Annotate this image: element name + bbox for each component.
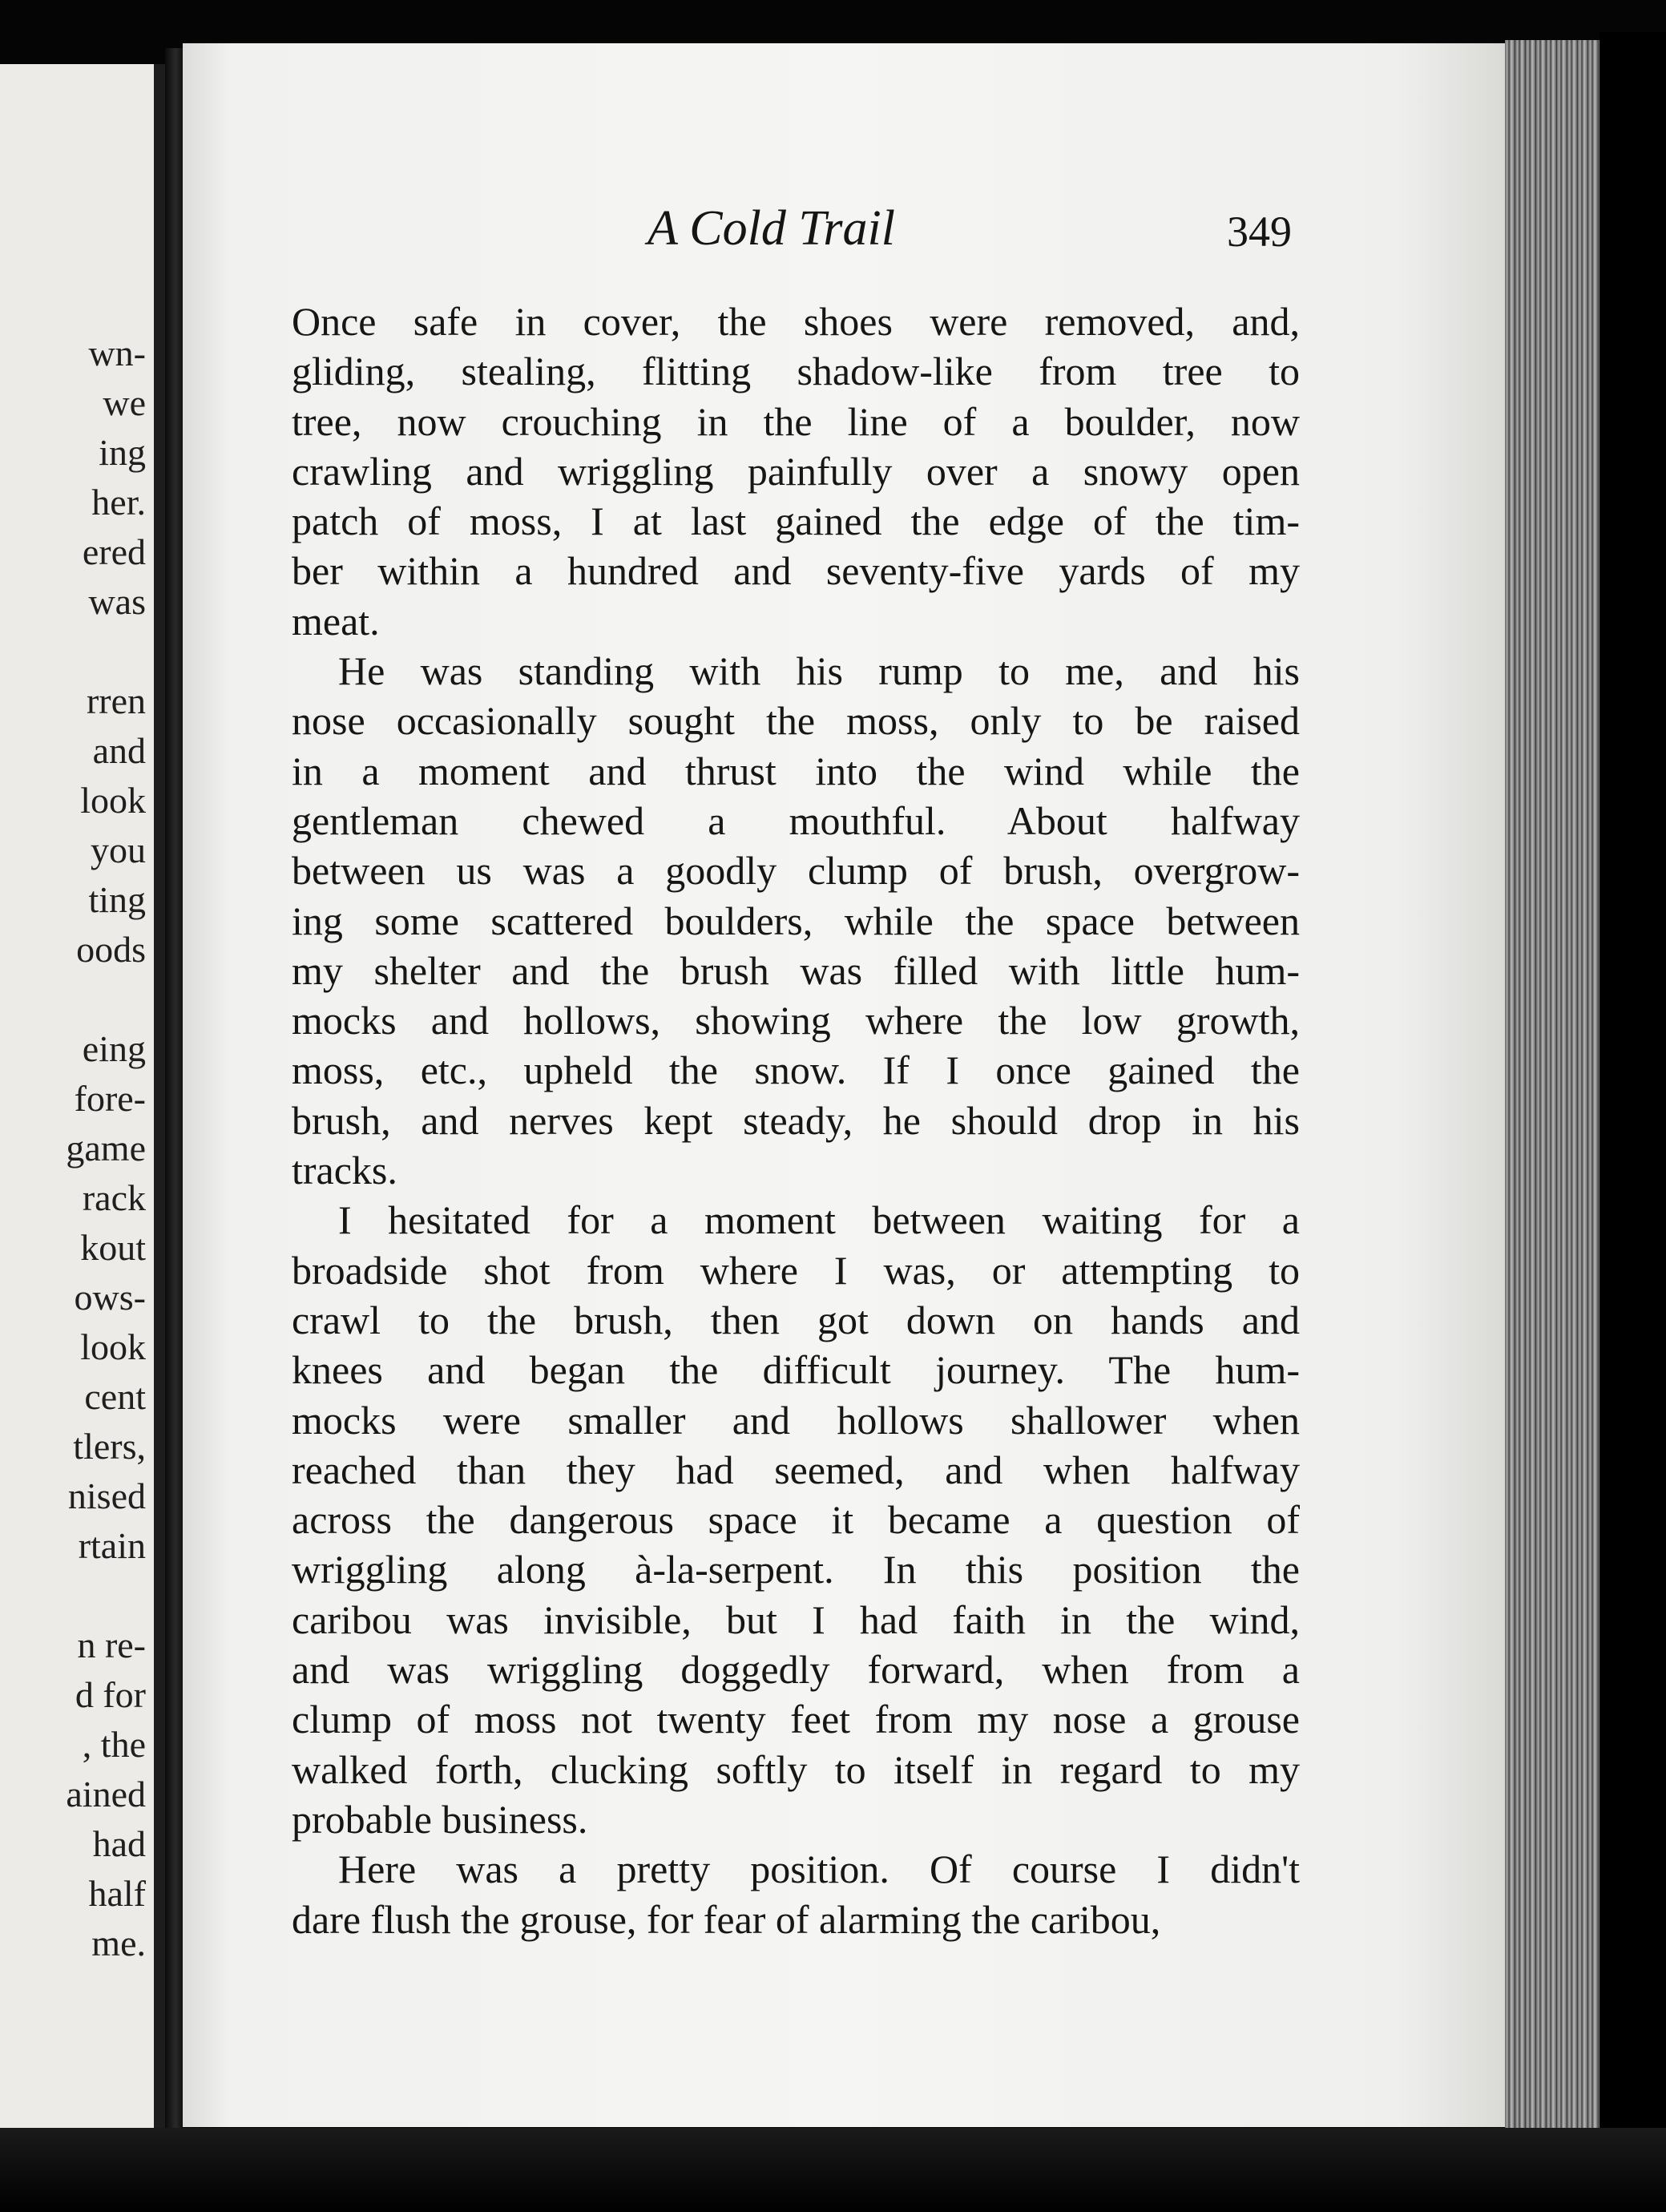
text-line: reached than they had seemed, and when halfway bbox=[292, 1447, 1300, 1492]
text-line: ber within a hundred and seventy-five yards of my bbox=[292, 548, 1300, 594]
text-line: in a moment and thrust into the wind while the bbox=[292, 748, 1300, 793]
left-page-line-fragment: me. bbox=[91, 1923, 146, 1964]
paragraph bbox=[292, 646, 1300, 1195]
text-line: across the dangerous space it became a question of bbox=[292, 1497, 1300, 1543]
text-line: nose occasionally sought the moss, only to be raised bbox=[292, 698, 1300, 744]
text-line: between us was a goodly clump of brush, overgrow- bbox=[292, 848, 1300, 894]
text-line: moss, etc., upheld the snow. If I once gained the bbox=[292, 1047, 1300, 1093]
text-line: my shelter and the brush was filled with little hum- bbox=[292, 947, 1300, 993]
left-page-line-fragment bbox=[66, 1571, 154, 1621]
text-line: Once safe in cover, the shoes were removed, and, bbox=[292, 299, 1300, 344]
left-page-line-fragment: rren bbox=[86, 680, 146, 721]
text-line: He was standing with his rump to me, and his bbox=[338, 648, 1300, 694]
text-line: brush, and nerves kept steady, he should drop in his bbox=[292, 1097, 1300, 1143]
left-page bbox=[0, 64, 165, 2140]
text-line: patch of moss, I at last gained the edge of the tim- bbox=[292, 499, 1300, 544]
left-page-line-fragment: her. bbox=[91, 482, 146, 523]
left-page-line-fragment: we bbox=[103, 382, 146, 423]
left-page-line-fragment: and bbox=[92, 730, 146, 771]
text-line: crawl to the brush, then got down on hands and bbox=[292, 1297, 1300, 1342]
left-page-line-fragment: kout bbox=[80, 1227, 146, 1268]
left-page-line-fragment: had bbox=[92, 1823, 146, 1864]
left-page-line-fragment: look bbox=[80, 780, 146, 821]
text-line: Here was a pretty position. Of course I didn't bbox=[338, 1847, 1300, 1892]
text-line: meat. bbox=[292, 598, 380, 644]
text-line: wriggling along à-la-serpent. In this position the bbox=[292, 1547, 1300, 1592]
left-page-line-fragment: n re- bbox=[77, 1625, 146, 1665]
running-title: A Cold Trail bbox=[647, 201, 895, 256]
bottom-shadow bbox=[0, 2128, 1666, 2212]
scan-background-edge bbox=[1599, 32, 1666, 2180]
text-line: mocks and hollows, showing where the low growth, bbox=[292, 998, 1300, 1043]
left-page-line-fragment: rtain bbox=[78, 1525, 146, 1566]
left-page-line-fragment: cent bbox=[84, 1376, 146, 1417]
paragraph bbox=[292, 297, 1300, 646]
text-line: ing some scattered boulders, while the space between bbox=[292, 898, 1300, 943]
left-page-line-fragment bbox=[66, 627, 154, 676]
paragraph bbox=[292, 1844, 1300, 1944]
text-line: caribou was invisible, but I had faith in the wind, bbox=[292, 1596, 1300, 1642]
left-page-line-fragment bbox=[66, 975, 154, 1024]
left-page-line-fragment: fore- bbox=[74, 1078, 146, 1119]
text-line: knees and began the difficult journey. The hum- bbox=[292, 1347, 1300, 1393]
left-page-line-fragment: eing bbox=[82, 1028, 146, 1069]
left-page-line-fragment: d for bbox=[75, 1674, 146, 1715]
left-page-line-fragment: look bbox=[80, 1326, 146, 1367]
page-body-text bbox=[292, 297, 1300, 1944]
text-line: crawling and wriggling painfully over a snowy open bbox=[292, 448, 1300, 494]
left-page-line-fragment: , the bbox=[82, 1724, 146, 1765]
text-line: probable business. bbox=[292, 1796, 588, 1842]
left-page-line-fragment: you bbox=[91, 830, 146, 870]
left-page-line-fragment: game bbox=[66, 1128, 146, 1169]
book-gutter bbox=[165, 48, 183, 2156]
left-page-line-fragment: oods bbox=[76, 929, 146, 970]
text-line: dare flush the grouse, for fear of alarming the caribou, bbox=[292, 1896, 1161, 1942]
left-page-line-fragment: was bbox=[88, 581, 146, 622]
text-line: gliding, stealing, flitting shadow-like from tree to bbox=[292, 349, 1300, 394]
left-page-line-fragment: half bbox=[88, 1873, 146, 1914]
left-page-line-fragment: rack bbox=[82, 1177, 146, 1218]
left-page-line-fragment: ing bbox=[99, 432, 146, 473]
text-line: tree, now crouching in the line of a boulder, now bbox=[292, 398, 1300, 444]
paragraph bbox=[292, 1195, 1300, 1844]
text-line: mocks were smaller and hollows shallower when bbox=[292, 1397, 1300, 1443]
left-page-line-fragment: nised bbox=[67, 1475, 146, 1516]
left-page-line-fragment: ows- bbox=[74, 1277, 146, 1318]
text-line: walked forth, clucking softly to itself in regard to my bbox=[292, 1746, 1300, 1792]
left-page-line-fragment: wn- bbox=[88, 333, 146, 373]
left-page-line-fragment: tlers, bbox=[73, 1426, 146, 1467]
running-head bbox=[183, 200, 1505, 264]
text-line: broadside shot from where I was, or attempting to bbox=[292, 1247, 1300, 1293]
left-page-line-fragment: ered bbox=[82, 531, 146, 572]
text-line: tracks. bbox=[292, 1148, 397, 1193]
text-line: clump of moss not twenty feet from my nose a grouse bbox=[292, 1697, 1300, 1742]
left-page-line-fragment: ained bbox=[66, 1774, 146, 1814]
text-line: gentleman chewed a mouthful. About halfway bbox=[292, 797, 1300, 843]
left-page-line-fragment: ting bbox=[88, 879, 146, 920]
text-line: and was wriggling doggedly forward, when from a bbox=[292, 1647, 1300, 1693]
left-page-text-fragments bbox=[66, 329, 154, 1968]
page-number: 349 bbox=[1227, 208, 1292, 256]
text-line: I hesitated for a moment between waiting for a bbox=[338, 1197, 1300, 1243]
